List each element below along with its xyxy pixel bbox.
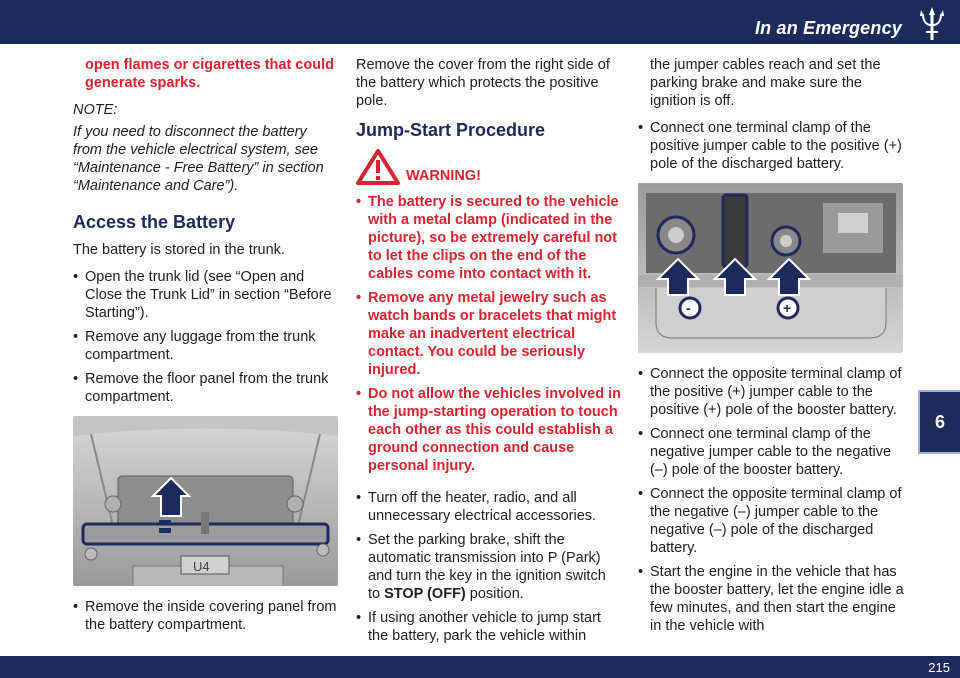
column-3 xyxy=(638,56,906,641)
warning-item: • The battery is secured to the vehicle with a metal clamp (indicated in the picture), so be extremely careful not to let the clips on the end of the cables come into contact with it. xyxy=(356,193,621,283)
list-item: • Remove the inside covering panel from the battery compartment. xyxy=(73,598,338,634)
trunk-floor-panel-photo xyxy=(73,416,338,586)
list-item xyxy=(356,531,621,603)
list-item: • Connect the opposite terminal clamp of the negative (–) jumper cable to the negative (–) pole of the discharged battery. xyxy=(638,485,906,557)
park-step-text: Set the parking brake, shift the automatic transmission into P (Park) and turn the key in the ignition switch to xyxy=(368,532,606,602)
warning-triangle-icon xyxy=(356,149,400,185)
covering-panel-list xyxy=(73,598,338,634)
connect-list-2 xyxy=(638,365,906,635)
column-2 xyxy=(356,56,621,651)
list-item: • Connect one terminal clamp of the negative jumper cable to the negative (–) pole of the booster battery. xyxy=(638,425,906,479)
warning-item: • Remove any metal jewelry such as watch bands or bracelets that might make an inadvertent electrical contact. You could be seriously injured. xyxy=(356,289,621,379)
list-item: • Connect the opposite terminal clamp of the positive (+) jumper cable to the positive (+) pole of the booster battery. xyxy=(638,365,906,419)
list-item: • Remove the floor panel from the trunk compartment. xyxy=(73,370,338,406)
warning-item: • Do not allow the vehicles involved in the jump-starting operation to touch each other as this could establish a ground connection and cause personal injury. xyxy=(356,385,621,475)
parking-continuation: the jumper cables reach and set the parking brake and make sure the ignition is off. xyxy=(650,57,881,109)
procedure-list xyxy=(356,489,621,645)
warning-label: WARNING! xyxy=(406,168,481,184)
minus-sign: - xyxy=(686,300,691,316)
heading-access-battery: Access the Battery xyxy=(73,212,236,232)
list-item: • Turn off the heater, radio, and all unnecessary electrical accessories. xyxy=(356,489,621,525)
cover-intro: Remove the cover from the right side of the battery which protects the positive pole. xyxy=(356,57,610,109)
stop-off-label: STOP (OFF) xyxy=(384,586,466,602)
section-title: In an Emergency xyxy=(754,18,902,38)
note-label: NOTE: xyxy=(73,102,118,118)
list-item: • If using another vehicle to jump start the battery, park the vehicle within xyxy=(356,609,621,645)
connect-list-1 xyxy=(638,119,906,173)
list-item: • Open the trunk lid (see “Open and Close the Trunk Lid” in section “Before Starting”). xyxy=(73,268,338,322)
access-steps-list xyxy=(73,268,338,406)
plus-sign: + xyxy=(783,300,792,316)
list-item: • Remove any luggage from the trunk compartment. xyxy=(73,328,338,364)
park-step-end: position. xyxy=(465,586,524,602)
warning-continuation: open flames or cigarettes that could generate sparks. xyxy=(85,57,334,91)
access-intro: The battery is stored in the trunk. xyxy=(73,242,285,258)
warning-header xyxy=(356,149,621,185)
trident-logo-icon xyxy=(912,4,952,44)
heading-jump-start: Jump-Start Procedure xyxy=(356,120,546,140)
battery-terminals-photo xyxy=(638,183,903,353)
figure-label: U4 xyxy=(193,559,210,574)
list-item: • Start the engine in the vehicle that has the booster battery, let the engine idle a few minutes, and then start the engine in the vehicle with xyxy=(638,563,906,635)
header-bar xyxy=(0,0,960,44)
warning-list xyxy=(356,193,621,475)
chapter-tab[interactable]: 6 xyxy=(918,390,960,454)
note-text: If you need to disconnect the battery from the vehicle electrical system, see “Maintenance - Free Battery” in section “Maintenance and Care”). xyxy=(73,124,324,194)
page-number: 215 xyxy=(928,660,950,675)
list-item: • Connect one terminal clamp of the positive jumper cable to the positive (+) pole of the discharged battery. xyxy=(638,119,906,173)
column-1 xyxy=(73,56,338,640)
footer-bar xyxy=(0,656,960,678)
